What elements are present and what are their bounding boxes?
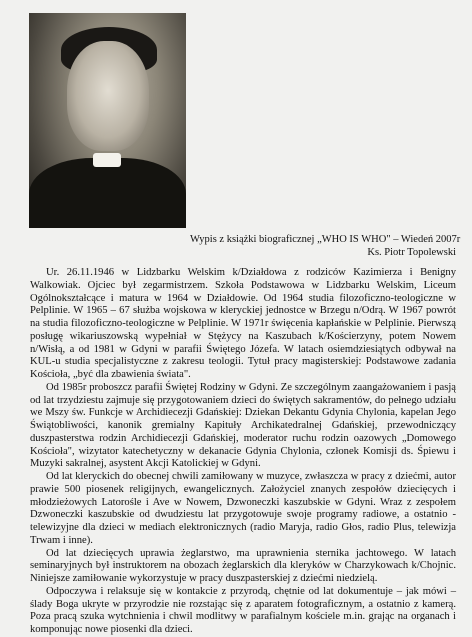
portrait-photo [29, 13, 186, 228]
source-caption [190, 233, 461, 259]
caption-source-line: Wypis z książki biograficznej „WHO IS WHO" – Wiedeń 2007r [190, 234, 461, 245]
caption-author-line: Ks. Piotr Topolewski [367, 247, 456, 258]
paragraph-hobbies: Odpoczywa i relaksuje się w kontakcie z przyrodą, chętnie od lat dokumentuje – jak mówi – ślady Boga ukryte w przyrodzie nie rozstając się z aparatem fotograficznym, a ostatnio z kamerą. Poza pracą szuka wytchnienia i chwil modlitwy w parafialnym kościele m.in. grając na organach i komponując nowe piosenki dla dzieci. [30, 585, 456, 635]
paragraph-parish-work: Od 1985r proboszcz parafii Świętej Rodziny w Gdyni. Ze szczególnym zaangażowaniem i pasją od lat trzydziestu zajmuje się przygotowaniem dzieci do świętych sakramentów, do pełnego udziału we Mszy św. Funkcje w Archidiecezji Gdańskiej: Dziekan Dekantu Gdynia Chylonia, kapelan Jego Świątobliwości, kanonik gremialny Kapituły Archikatedralnej Gdańskiej, przewodniczący duszpasterstwa rodzin Archidiecezji Gdańskiej, moderator ruchu rodzin oazowych „Domowego Kościoła", wizytator katechetyczny w dekanacie Gdynia Chylonia, członek Komisji ds. Śpiewu i Muzyki sakralnej, asystent Akcji Katolickiej w Gdyni. [30, 381, 456, 470]
paragraph-early-life: Ur. 26.11.1946 w Lidzbarku Welskim k/Działdowa z rodziców Kazimierza i Benigny Walkowiak. Ojciec był zegarmistrzem. Szkoła Podstawowa w Lidzbarku Welskim, Liceum Ogólnokształcące i matura w 1964 w Działdowie. Od 1964 studia filozoficzno-teologiczne w Pelplinie. W 1965 – 67 służba wojskowa w kleryckiej jednostce w Brzegu n/Odrą. W 1967 powrót na studia filozoficzno-teologiczne w Pelplinie. W 1971r święcenia kapłańskie w Pelplinie. Pierwszą posługę wikariuszowską wypełniał w Stężycy na Kaszubach k/Kościerzyny, potem Nowem n/Wisłą, a od 1981 w Gdyni w parafii Świętego Józefa. W latach osiemdziesiątych odbywał na KUL-u studia specjalistyczne z zakresu teologii. Tytuł pracy magisterskiej: Podstawowe zadania Kościoła, „być dla zbawienia świata". [30, 267, 456, 380]
portrait-body [29, 158, 186, 228]
paragraph-music: Od lat kleryckich do obecnej chwili zamiłowany w muzyce, zwłaszcza w pracy z dziećmi, autor prawie 500 piosenek religijnych, ewangelicznych. Założyciel znanych zespołów dziecięcych i młodzieżowych Latorośle i Ave w Nowem, Dzwoneczki kaszubskie w Gdyni. Wraz z zespołem Dzwoneczki kaszubskie od dwudziestu lat przygotowuje swoje programy radiowe, a ostatnio - telewizyjne dla dzieci w mediach elektronicznych (radio Maryja, radio Głos, radio Plus, telewizja Trwam i inne). [30, 471, 456, 546]
portrait-face [67, 41, 149, 151]
clerical-collar [93, 153, 121, 167]
paragraph-sailing: Od lat dziecięcych uprawia żeglarstwo, ma uprawnienia sternika jachtowego. W latach seminaryjnych był instruktorem na obozach żeglarskich dla kleryków w Charzykowach k/Chojnic. Niniejsze zamiłowanie wykorzystuje w pracy duszpasterskiej z dziećmi niedzielą. [30, 547, 456, 584]
biography-text [30, 267, 456, 637]
